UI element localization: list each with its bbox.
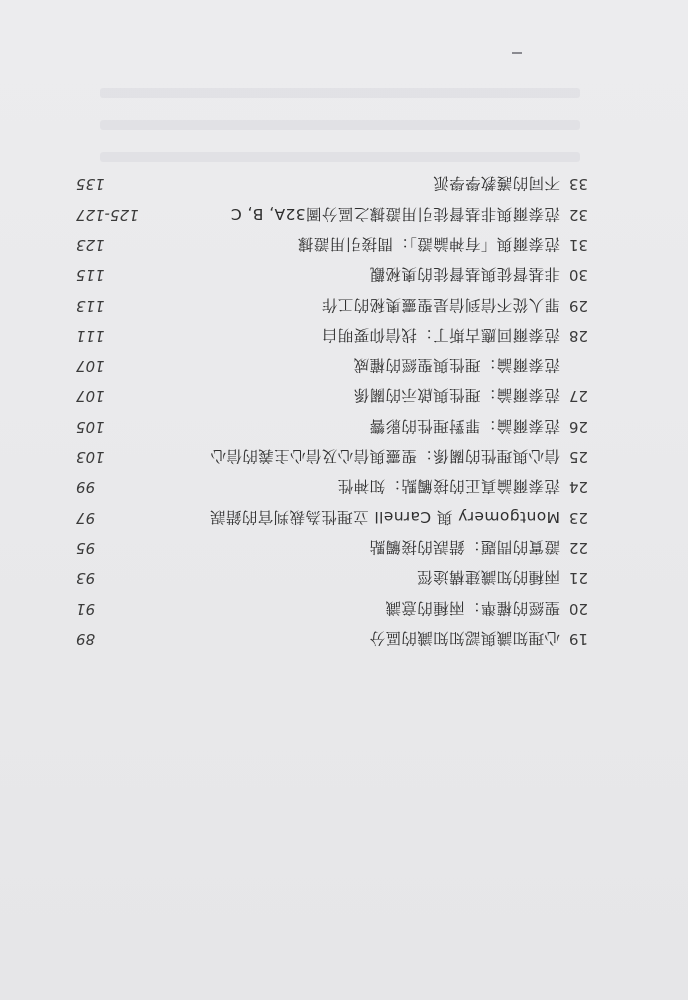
toc-row <box>76 533 588 563</box>
toc-row <box>76 503 588 533</box>
toc-page: 107 <box>76 387 105 406</box>
toc-row <box>76 412 588 442</box>
toc-page: 123 <box>76 236 105 254</box>
toc-page: 91 <box>76 599 96 618</box>
toc-page: 115 <box>76 266 105 285</box>
toc-row <box>76 593 588 623</box>
toc-number: 30 <box>568 266 588 285</box>
toc-page: 103 <box>76 448 105 467</box>
toc-number: 31 <box>568 236 588 254</box>
toc-page: 135 <box>76 175 105 194</box>
toc-number: 22 <box>568 538 588 557</box>
toc-number: 19 <box>568 629 588 648</box>
toc-row <box>76 381 588 411</box>
toc-number: 33 <box>568 175 588 194</box>
toc-number: 20 <box>568 599 588 618</box>
toc-page: 125-127 <box>76 205 139 224</box>
toc-number: 27 <box>568 387 588 406</box>
toc-title: 兩種的知識建構途徑 <box>416 568 560 587</box>
toc-row <box>76 230 588 260</box>
toc-title: Montgomery 與 Carnell 立理性為裁判官的錯誤 <box>209 507 560 526</box>
toc-title: 不同的護教學學派 <box>432 174 560 193</box>
table-of-contents <box>76 169 588 654</box>
toc-row <box>76 624 588 654</box>
toc-number: 23 <box>568 508 588 527</box>
toc-number: 28 <box>568 326 588 345</box>
toc-number: 21 <box>568 569 588 588</box>
toc-page: 99 <box>76 478 96 497</box>
toc-page: 89 <box>76 629 96 648</box>
toc-page: 113 <box>76 296 105 315</box>
toc-row <box>76 260 588 290</box>
toc-title: 范泰爾論真正的接觸點：知神性 <box>337 477 560 496</box>
toc-title: 范泰爾與非基督徒引用證據之區分圖32A, B, C <box>230 204 560 223</box>
toc-title: 信心與理性的關係：聖靈與信心及信心主義的信心 <box>210 447 560 466</box>
toc-row <box>76 169 588 199</box>
toc-title: 范泰爾論：理性與啟示的關係 <box>353 386 560 405</box>
toc-row <box>76 563 588 593</box>
toc-row <box>76 290 588 320</box>
toc-title: 范泰爾論：理性與聖經的權威 <box>353 356 560 375</box>
toc-row <box>76 442 588 472</box>
toc-title: 證實的問題：錯誤的接觸點 <box>369 537 560 556</box>
toc-title: 范泰爾與「有神論證」：間接引用證據 <box>297 235 560 253</box>
toc-row <box>76 200 588 230</box>
toc-title: 聖經的權準：兩種的意識 <box>385 598 560 617</box>
toc-page: 107 <box>76 357 105 376</box>
toc-page: 105 <box>76 417 105 436</box>
toc-row <box>76 351 588 381</box>
toc-page: 111 <box>76 326 105 345</box>
toc-page: 95 <box>76 538 96 557</box>
toc-row <box>76 321 588 351</box>
toc-page: 93 <box>76 569 96 588</box>
toc-number: 25 <box>568 448 588 467</box>
toc-number: 29 <box>568 296 588 315</box>
toc-page: 97 <box>76 508 96 527</box>
toc-title: 非基督徒與基督徒的奧秘觀 <box>369 265 560 284</box>
toc-number: 26 <box>568 417 588 436</box>
toc-row <box>76 472 588 502</box>
toc-title: 心理知識與認知知識的區分 <box>369 628 560 647</box>
toc-number: 24 <box>568 478 588 497</box>
toc-title: 范泰爾回應古斯丁：找信仰要明白 <box>321 325 560 344</box>
toc-title: 范泰爾論：罪對理性的影響 <box>369 416 560 435</box>
toc-number: 32 <box>568 205 588 224</box>
toc-title: 罪人從不信到信是聖靈奧秘的工作 <box>321 295 560 314</box>
